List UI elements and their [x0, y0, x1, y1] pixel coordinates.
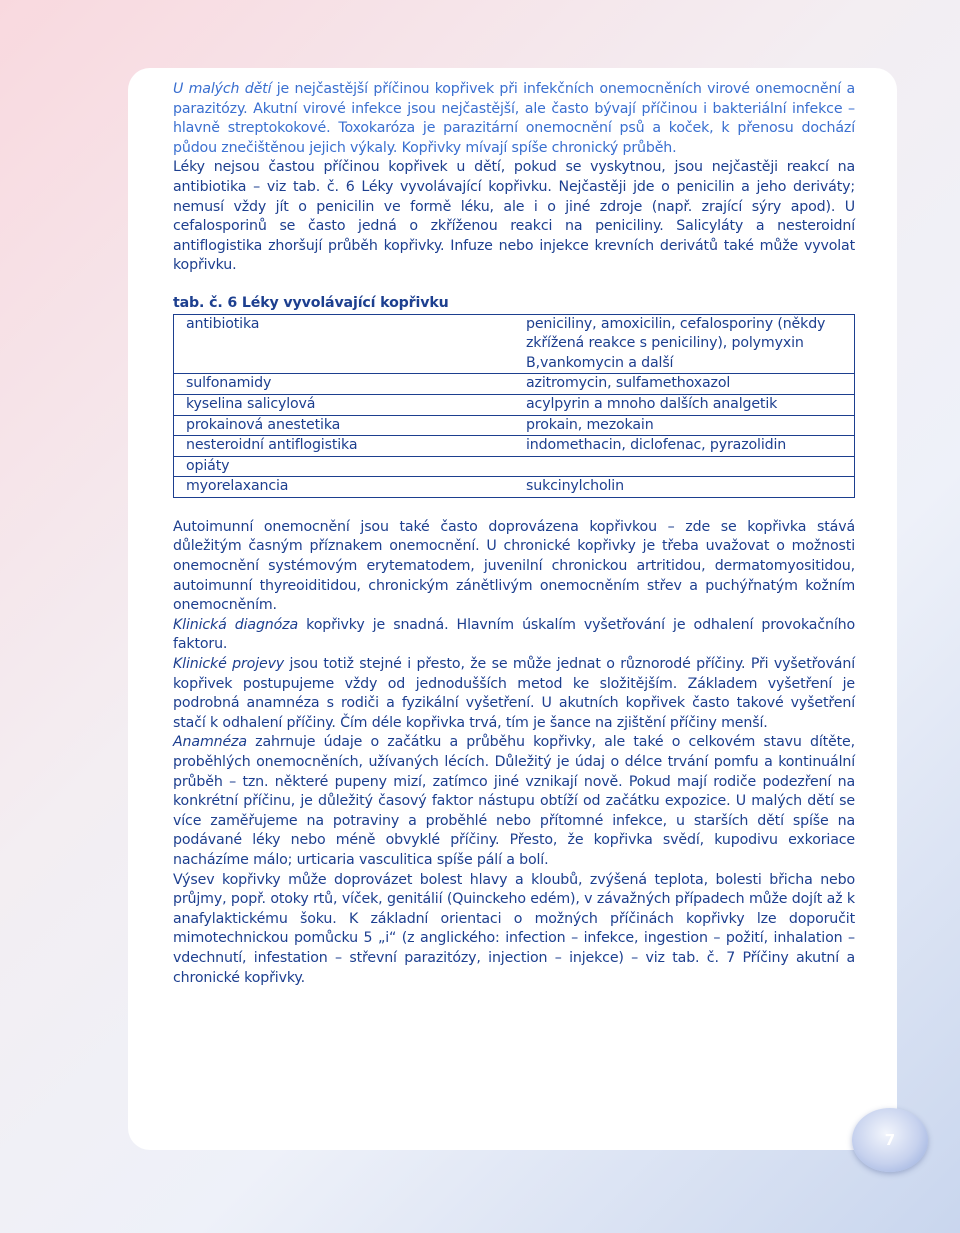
drug-group-cell: kyselina salicylová [174, 394, 515, 415]
drug-examples-cell: prokain, mezokain [514, 415, 855, 436]
diagnosis-italic-lead: Klinická diagnóza [173, 616, 299, 633]
body-paragraph-diagnosis [173, 616, 855, 655]
page-number: 7 [884, 1131, 896, 1149]
drug-examples-cell: sukcinylcholin [514, 477, 855, 498]
drug-examples-cell: acylpyrin a mnoho dalších analgetik [514, 394, 855, 415]
drug-group-cell: opiáty [174, 456, 515, 477]
body-paragraph-rash: Výsev kopřivky může doprovázet bolest hlavy a kloubů, zvýšená teplota, bolesti břicha nebo průjmy, popř. otoky rtů, víček, genitálií (Quinckeho edém), v závažných případech může dojít až k anafylaktickému šoku. K základní orientaci o možných příčinách kopřivky lze doporučit mimotechnickou pomůcku 5 „i“ (z anglického: infection – infekce, ingestion – požití, inhalation – vdechnutí, infestation – střevní parazitózy, injection – injekce) – viz tab. č. 7 Příčiny akutní a chronické kopřivky. [173, 871, 855, 986]
drug-group-cell: myorelaxancia [174, 477, 515, 498]
drug-examples-cell: peniciliny, amoxicilin, cefalosporiny (někdy zkřížená reakce s peniciliny), polymyxin B,vankomycin a další [514, 314, 855, 374]
body-paragraph-anamnesis [173, 733, 855, 870]
table-title: tab. č. 6 Léky vyvolávající kopřivku [173, 294, 449, 311]
table-row [174, 436, 855, 457]
intro-paragraph-2: Léky nejsou častou příčinou kopřivek u dětí, pokud se vyskytnou, jsou nejčastěji reakcí na antibiotika – viz tab. č. 6 Léky vyvolávající kopřivku. Nejčastěji jde o penicilin a jeho deriváty; nemusí vždy jít o penicilin ve formě léku, ale i o jiné zdroje (např. zrající sýry apod). U cefalosporinů se často jedná o zkříženou reakci na peniciliny. Salicyláty a nesteroidní antiflogistika zhoršují průběh kopřivky. Infuze nebo injekce krevních derivátů také může vyvolat kopřivku. [173, 159, 855, 274]
symptoms-italic-lead: Klinické projevy [173, 656, 285, 673]
drug-group-cell: antibiotika [174, 314, 515, 374]
table-row [174, 477, 855, 498]
body-paragraph-autoimmune: Autoimunní onemocnění jsou také často doprovázena kopřivkou – zde se kopřivka stává důležitým časným příznakem onemocnění. U chronické kopřivky je třeba uvažovat o možnosti onemocnění systémovým erytematodem, juvenilní chronickou artritidou, dermatomyositidou, autoimunní thyreoiditidou, chronickým zánětlivým onemocněním střev a puchýřnatým kožním onemocněním. [173, 518, 855, 614]
drug-examples-cell [514, 456, 855, 477]
table-row [174, 374, 855, 395]
drug-group-cell: prokainová anestetika [174, 415, 515, 436]
anamnesis-text: zahrnuje údaje o začátku a průběhu kopřivky, ale také o celkovém stavu dítěte, proběhlých onemocněních, užívaných lécích. Důležitý je údaj o délce trvání pomfu a kontinuální průběh – tzn. některé pupeny mizí, zatímco jiné vznikají nově. Pokud mají rodiče podezření na konkrétní příčinu, je důležitý časový faktor nástupu obtíží od začátku expozice. U malých dětí se více zaměřujeme na potraviny a proběhlé nebo přítomné infekce, u starších dětí spíše na podávané léky nebo méně obvyklé příčiny. Přesto, že kopřivka svědí, kupodivu exkoriace nacházíme málo; urticaria vasculitica spíše pálí a bolí. [173, 734, 855, 868]
article-content [173, 80, 855, 988]
table-row [174, 314, 855, 374]
drug-examples-cell: azitromycin, sulfamethoxazol [514, 374, 855, 395]
intro-italic-lead: U malých dětí [173, 81, 272, 97]
drug-table [173, 314, 855, 498]
drug-group-cell: nesteroidní antiflogistika [174, 436, 515, 457]
drug-examples-cell: indomethacin, diclofenac, pyrazolidin [514, 436, 855, 457]
symptoms-text: jsou totiž stejné i přesto, že se může jednat o různorodé příčiny. Při vyšetřování kopřivek postupujeme vždy od jednodušších metod ke složitějším. Základem vyšetření je podrobná anamnéza s rodiči a fyzikální vyšetření. U akutních kopřivek často takové vyšetření stačí k odhalení příčiny. Čím déle kopřivka trvá, tím je šance na zjištění příčiny menší. [173, 656, 855, 731]
table-row [174, 456, 855, 477]
intro-paragraph-1 [173, 80, 855, 158]
body-paragraph-symptoms [173, 655, 855, 733]
page-number-badge [852, 1108, 928, 1172]
diagnosis-text: kopřivky je snadná. Hlavním úskalím vyšetřování je odhalení provokačního faktoru. [173, 616, 855, 653]
anamnesis-italic-lead: Anamnéza [173, 734, 247, 751]
table-row [174, 394, 855, 415]
intro-text-1: je nejčastější příčinou kopřivek při infekčních onemocněních virové onemocnění a parazitózy. Akutní virové infekce jsou nejčastější, ale často bývají příčinou i bakteriální infekce – hlavně streptokokové. Toxokaróza je parazitární onemocnění psů a koček, k přenosu dochází půdou znečištěnou jejich výkaly. Kopřivky mívají spíše chronický průběh. [173, 81, 855, 156]
drug-group-cell: sulfonamidy [174, 374, 515, 395]
table-row [174, 415, 855, 436]
page-sheet [128, 68, 897, 1150]
